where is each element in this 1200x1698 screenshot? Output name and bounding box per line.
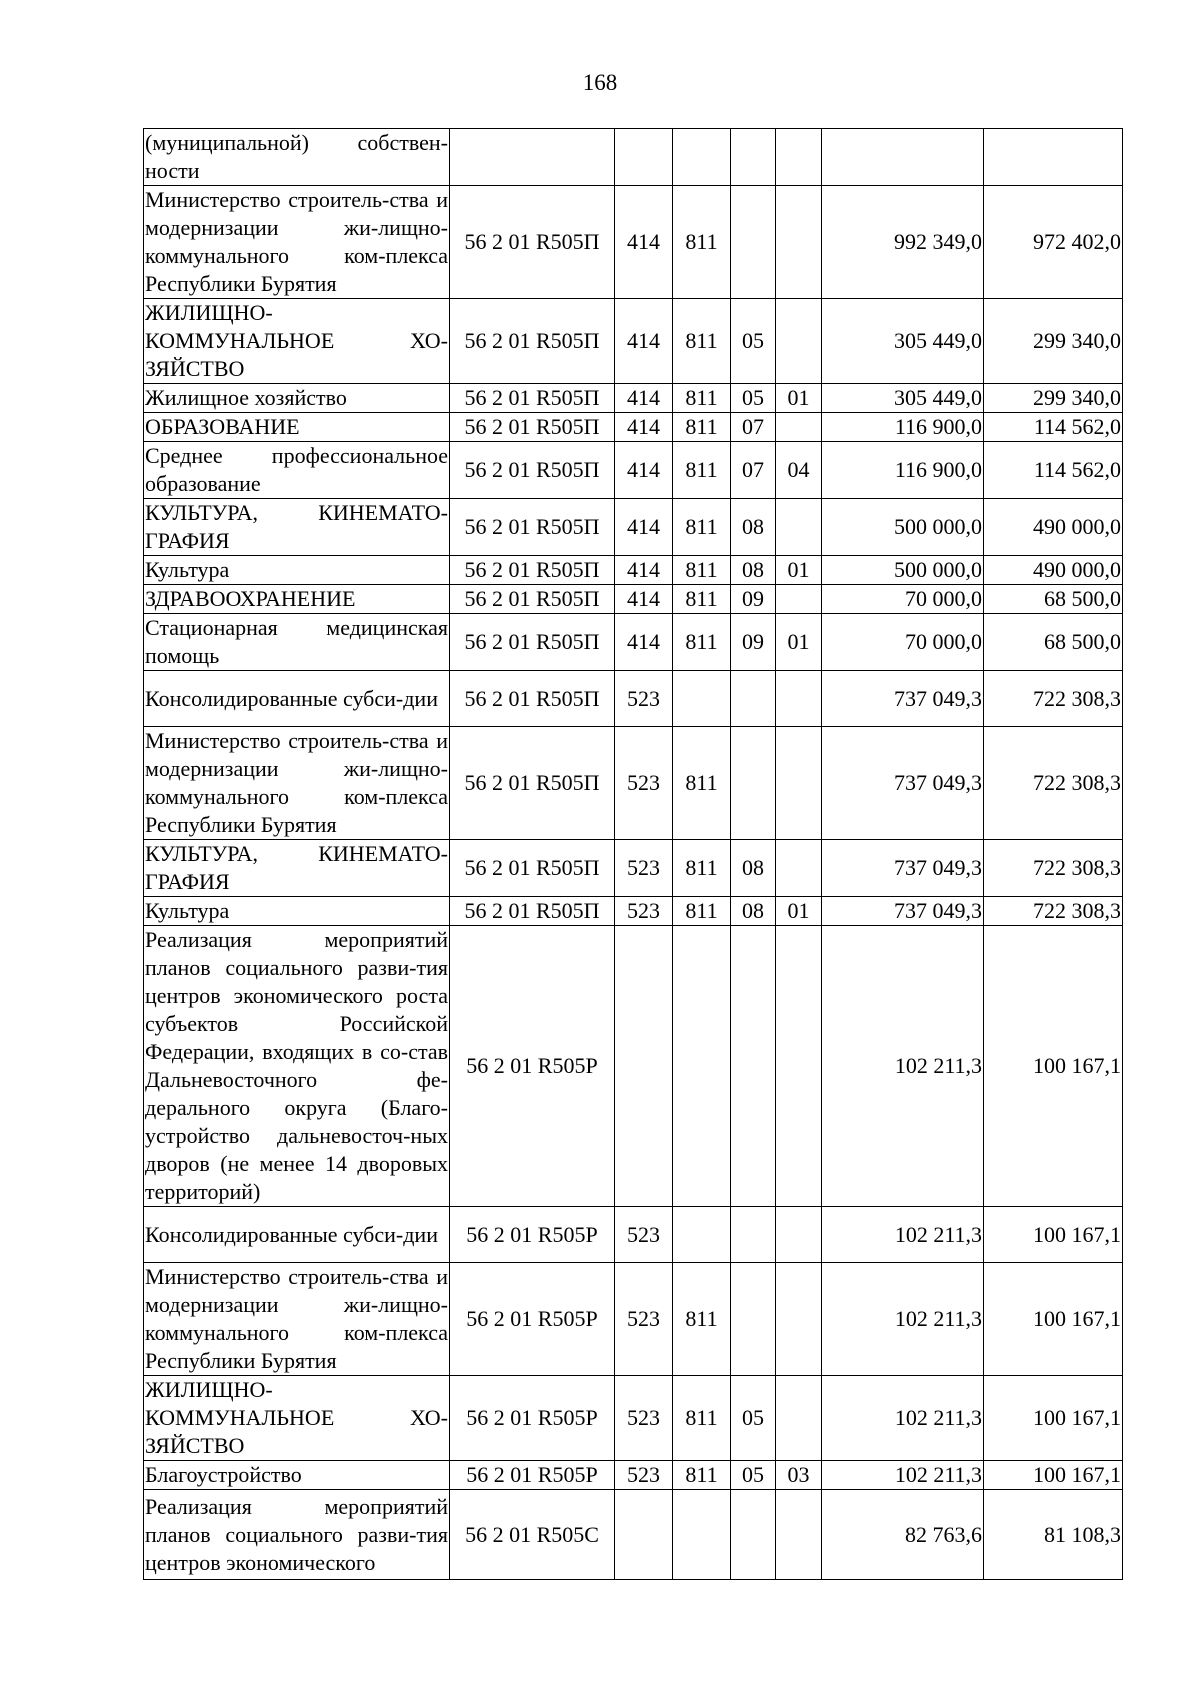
cell-admin-code: 811: [673, 499, 731, 556]
table-row: [144, 186, 1123, 299]
table-row: [144, 299, 1123, 384]
cell-expense-type: 414: [615, 499, 673, 556]
cell-section: 08: [731, 840, 776, 897]
cell-subsection: 04: [776, 442, 822, 499]
cell-target-article: 56 2 01 R505С: [450, 1490, 615, 1580]
cell-target-article: 56 2 01 R505П: [450, 499, 615, 556]
cell-subsection: [776, 129, 822, 186]
cell-admin-code: [673, 926, 731, 1207]
cell-target-article: 56 2 01 R505П: [450, 299, 615, 384]
cell-description: Среднее профессиональное образование: [144, 442, 450, 499]
cell-admin-code: [673, 1207, 731, 1263]
cell-target-article: 56 2 01 R505Р: [450, 926, 615, 1207]
table-row: [144, 727, 1123, 840]
cell-amount-2: 722 308,3: [984, 840, 1123, 897]
table-row: [144, 442, 1123, 499]
table-row: [144, 926, 1123, 1207]
cell-target-article: [450, 129, 615, 186]
cell-admin-code: [673, 671, 731, 727]
cell-description: Реализация мероприятий планов социального разви-тия центров экономического: [144, 1490, 450, 1580]
cell-section: [731, 727, 776, 840]
cell-amount-1: 70 000,0: [822, 585, 984, 614]
cell-subsection: 01: [776, 897, 822, 926]
cell-expense-type: 414: [615, 585, 673, 614]
cell-admin-code: 811: [673, 384, 731, 413]
cell-amount-2: 114 562,0: [984, 442, 1123, 499]
cell-description: Жилищное хозяйство: [144, 384, 450, 413]
cell-amount-2: 490 000,0: [984, 556, 1123, 585]
table-row: [144, 1376, 1123, 1461]
cell-description: Консолидированные субси-дии: [144, 671, 450, 727]
cell-section: [731, 129, 776, 186]
cell-section: 07: [731, 442, 776, 499]
cell-admin-code: 811: [673, 585, 731, 614]
cell-subsection: [776, 299, 822, 384]
cell-description: ЖИЛИЩНО-КОММУНАЛЬНОЕ ХО-ЗЯЙСТВО: [144, 299, 450, 384]
cell-expense-type: 523: [615, 1461, 673, 1490]
cell-amount-1: 102 211,3: [822, 1263, 984, 1376]
cell-expense-type: 523: [615, 897, 673, 926]
cell-admin-code: 811: [673, 727, 731, 840]
cell-expense-type: 414: [615, 186, 673, 299]
cell-section: 08: [731, 897, 776, 926]
cell-subsection: [776, 671, 822, 727]
cell-amount-2: 81 108,3: [984, 1490, 1123, 1580]
cell-subsection: [776, 1207, 822, 1263]
cell-section: [731, 926, 776, 1207]
cell-target-article: 56 2 01 R505П: [450, 897, 615, 926]
cell-admin-code: 811: [673, 897, 731, 926]
budget-table: [143, 128, 1123, 1580]
cell-amount-2: 972 402,0: [984, 186, 1123, 299]
cell-expense-type: [615, 1490, 673, 1580]
budget-table-body: [144, 129, 1123, 1580]
cell-admin-code: 811: [673, 556, 731, 585]
cell-target-article: 56 2 01 R505Р: [450, 1207, 615, 1263]
cell-expense-type: 414: [615, 442, 673, 499]
table-row: [144, 1263, 1123, 1376]
cell-description: КУЛЬТУРА, КИНЕМАТО-ГРАФИЯ: [144, 840, 450, 897]
cell-description: КУЛЬТУРА, КИНЕМАТО-ГРАФИЯ: [144, 499, 450, 556]
cell-subsection: 03: [776, 1461, 822, 1490]
cell-amount-1: 737 049,3: [822, 727, 984, 840]
cell-subsection: [776, 1376, 822, 1461]
cell-expense-type: 523: [615, 1376, 673, 1461]
cell-amount-1: 305 449,0: [822, 299, 984, 384]
cell-expense-type: 523: [615, 840, 673, 897]
cell-amount-2: [984, 129, 1123, 186]
cell-target-article: 56 2 01 R505П: [450, 727, 615, 840]
cell-subsection: 01: [776, 384, 822, 413]
cell-section: 08: [731, 499, 776, 556]
cell-amount-1: 500 000,0: [822, 499, 984, 556]
cell-admin-code: 811: [673, 413, 731, 442]
cell-subsection: [776, 926, 822, 1207]
cell-subsection: [776, 499, 822, 556]
cell-target-article: 56 2 01 R505Р: [450, 1376, 615, 1461]
cell-subsection: [776, 727, 822, 840]
cell-amount-1: 500 000,0: [822, 556, 984, 585]
cell-subsection: 01: [776, 556, 822, 585]
cell-subsection: [776, 413, 822, 442]
cell-expense-type: 414: [615, 614, 673, 671]
cell-description: Министерство строитель-ства и модернизации жи-лищно-коммунального ком-плекса Республики Бурятия: [144, 186, 450, 299]
cell-expense-type: 523: [615, 1263, 673, 1376]
cell-amount-1: 102 211,3: [822, 1207, 984, 1263]
cell-section: [731, 1207, 776, 1263]
cell-amount-2: 100 167,1: [984, 926, 1123, 1207]
cell-subsection: 01: [776, 614, 822, 671]
cell-amount-1: 102 211,3: [822, 926, 984, 1207]
cell-target-article: 56 2 01 R505П: [450, 585, 615, 614]
cell-amount-1: 70 000,0: [822, 614, 984, 671]
table-row: [144, 671, 1123, 727]
cell-description: Консолидированные субси-дии: [144, 1207, 450, 1263]
cell-target-article: 56 2 01 R505Р: [450, 1263, 615, 1376]
cell-amount-2: 722 308,3: [984, 897, 1123, 926]
cell-section: 05: [731, 299, 776, 384]
cell-description: Министерство строитель-ства и модернизации жи-лищно-коммунального ком-плекса Республики Бурятия: [144, 1263, 450, 1376]
cell-amount-1: 102 211,3: [822, 1461, 984, 1490]
table-row: [144, 1461, 1123, 1490]
cell-subsection: [776, 840, 822, 897]
cell-admin-code: 811: [673, 442, 731, 499]
table-row: [144, 129, 1123, 186]
cell-description: Реализация мероприятий планов социального разви-тия центров экономического роста субъектов Российской Федерации, входящих в со-став Дальневосточного фе-дерального округа (Благо-устройство дальневосточ-ных дворов (не менее 14 дворовых территорий): [144, 926, 450, 1207]
cell-description: ЖИЛИЩНО-КОММУНАЛЬНОЕ ХО-ЗЯЙСТВО: [144, 1376, 450, 1461]
cell-admin-code: 811: [673, 1461, 731, 1490]
cell-amount-2: 722 308,3: [984, 671, 1123, 727]
cell-description: Стационарная медицинская помощь: [144, 614, 450, 671]
cell-expense-type: 414: [615, 556, 673, 585]
cell-section: 07: [731, 413, 776, 442]
cell-target-article: 56 2 01 R505П: [450, 384, 615, 413]
cell-admin-code: 811: [673, 1376, 731, 1461]
cell-target-article: 56 2 01 R505П: [450, 671, 615, 727]
cell-subsection: [776, 1263, 822, 1376]
cell-description: Культура: [144, 897, 450, 926]
cell-section: 08: [731, 556, 776, 585]
cell-description: Благоустройство: [144, 1461, 450, 1490]
cell-target-article: 56 2 01 R505П: [450, 614, 615, 671]
table-row: [144, 840, 1123, 897]
cell-expense-type: [615, 129, 673, 186]
cell-section: 09: [731, 585, 776, 614]
cell-amount-2: 722 308,3: [984, 727, 1123, 840]
cell-admin-code: 811: [673, 186, 731, 299]
cell-subsection: [776, 1490, 822, 1580]
cell-amount-1: 737 049,3: [822, 840, 984, 897]
table-row: [144, 384, 1123, 413]
table-row: [144, 585, 1123, 614]
table-row: [144, 897, 1123, 926]
cell-expense-type: 523: [615, 727, 673, 840]
cell-subsection: [776, 186, 822, 299]
cell-admin-code: 811: [673, 840, 731, 897]
cell-expense-type: 523: [615, 671, 673, 727]
cell-section: 05: [731, 1376, 776, 1461]
cell-description: Культура: [144, 556, 450, 585]
cell-admin-code: 811: [673, 1263, 731, 1376]
cell-target-article: 56 2 01 R505Р: [450, 1461, 615, 1490]
cell-admin-code: 811: [673, 614, 731, 671]
cell-amount-2: 100 167,1: [984, 1461, 1123, 1490]
cell-admin-code: [673, 1490, 731, 1580]
cell-target-article: 56 2 01 R505П: [450, 413, 615, 442]
cell-amount-1: 116 900,0: [822, 442, 984, 499]
table-row: [144, 413, 1123, 442]
cell-expense-type: 414: [615, 384, 673, 413]
cell-amount-1: 116 900,0: [822, 413, 984, 442]
cell-section: [731, 186, 776, 299]
table-row: [144, 499, 1123, 556]
cell-amount-1: 737 049,3: [822, 897, 984, 926]
cell-amount-2: 100 167,1: [984, 1376, 1123, 1461]
cell-amount-1: 305 449,0: [822, 384, 984, 413]
cell-expense-type: 523: [615, 1207, 673, 1263]
cell-admin-code: 811: [673, 299, 731, 384]
cell-amount-2: 68 500,0: [984, 614, 1123, 671]
cell-description: ОБРАЗОВАНИЕ: [144, 413, 450, 442]
cell-expense-type: 414: [615, 299, 673, 384]
table-row: [144, 556, 1123, 585]
cell-target-article: 56 2 01 R505П: [450, 186, 615, 299]
cell-description: (муниципальной) собствен-ности: [144, 129, 450, 186]
cell-description: ЗДРАВООХРАНЕНИЕ: [144, 585, 450, 614]
cell-amount-2: 114 562,0: [984, 413, 1123, 442]
cell-expense-type: [615, 926, 673, 1207]
cell-amount-2: 68 500,0: [984, 585, 1123, 614]
table-row: [144, 1490, 1123, 1580]
cell-amount-2: 100 167,1: [984, 1263, 1123, 1376]
cell-target-article: 56 2 01 R505П: [450, 840, 615, 897]
cell-amount-1: 82 763,6: [822, 1490, 984, 1580]
cell-amount-1: 737 049,3: [822, 671, 984, 727]
cell-section: 05: [731, 1461, 776, 1490]
cell-admin-code: [673, 129, 731, 186]
cell-amount-1: 992 349,0: [822, 186, 984, 299]
cell-subsection: [776, 585, 822, 614]
cell-section: [731, 1490, 776, 1580]
table-row: [144, 614, 1123, 671]
cell-description: Министерство строитель-ства и модернизации жи-лищно-коммунального ком-плекса Республики Бурятия: [144, 727, 450, 840]
page-number: 168: [582, 70, 618, 95]
cell-section: 09: [731, 614, 776, 671]
cell-section: [731, 1263, 776, 1376]
cell-section: [731, 671, 776, 727]
cell-amount-2: 299 340,0: [984, 299, 1123, 384]
cell-section: 05: [731, 384, 776, 413]
cell-target-article: 56 2 01 R505П: [450, 442, 615, 499]
cell-target-article: 56 2 01 R505П: [450, 556, 615, 585]
cell-amount-1: [822, 129, 984, 186]
cell-amount-2: 490 000,0: [984, 499, 1123, 556]
cell-expense-type: 414: [615, 413, 673, 442]
cell-amount-1: 102 211,3: [822, 1376, 984, 1461]
cell-amount-2: 299 340,0: [984, 384, 1123, 413]
table-row: [144, 1207, 1123, 1263]
cell-amount-2: 100 167,1: [984, 1207, 1123, 1263]
